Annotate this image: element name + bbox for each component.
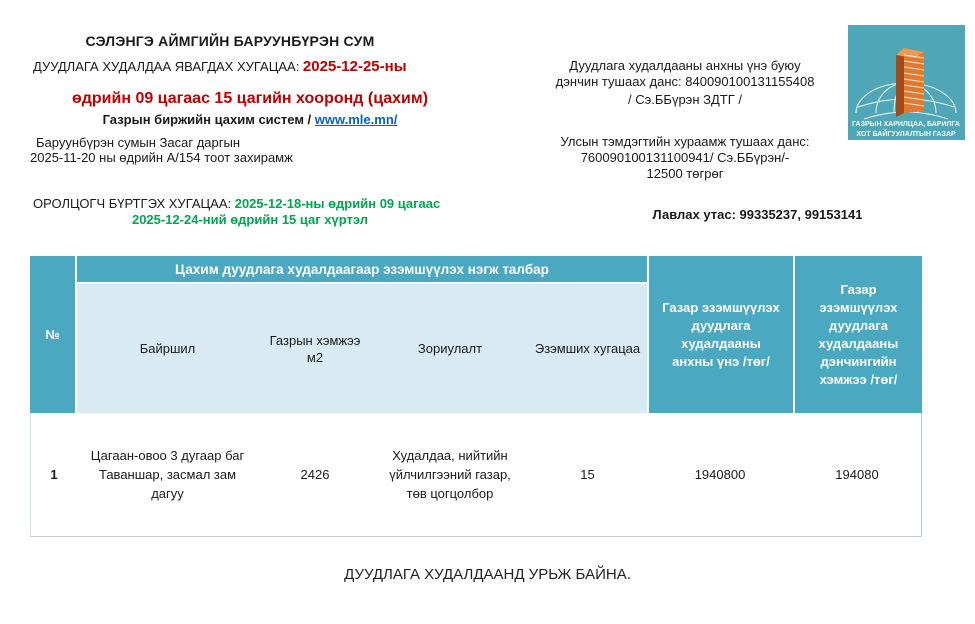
decree-line-2: 2025-11-20 ны өдрийн А/154 тоот захирамж [30,150,293,165]
registration-label: ОРОЛЦОГЧ БҮРТГЭХ ХУГАЦАА: [33,196,235,211]
column-header-area: Газрын хэмжээ м2 [258,284,372,413]
stamp-account-block [520,134,850,182]
column-header-start-price: Газар эзэмшүүлэх дуудлага худалдааны анхны үнэ /төг/ [647,256,793,413]
registration-period-start: 2025-12-18-ны өдрийн 09 цагаас [234,196,441,211]
auction-time-range: өдрийн 09 цагаас 15 цагийн хооронд (цахим) [71,90,429,107]
stamp-account-line-1: Улсын тэмдэгтийн хураамж тушаах данс: [560,134,810,149]
auction-table [30,256,922,537]
agency-logo [848,25,965,140]
deposit-account-line-1: Дуудлага худалдааны анхны үнэ буюу [569,58,801,73]
contact-phone: Лавлах утас: 99335237, 99153141 [652,207,863,222]
table-span-header: Цахим дуудлага худалдаагаар эзэмшүүлэх нэгж талбар [77,256,647,284]
auction-date: 2025-12-25-ны [302,58,407,75]
column-header-number: № [30,256,77,413]
exchange-system-label: Газрын биржийн цахим систем / [102,112,315,127]
auction-schedule-label: ДУУДЛАГА ХУДАЛДАА ЯВАГДАХ ХУГАЦАА: [33,59,303,74]
table-row-start-price: 1940800 [647,413,793,537]
table-row-purpose: Худалдаа, нийтийн үйлчилгээний газар, төв цогцолбор [372,413,528,537]
stamp-account-line-3: 12500 төгрөг [646,166,724,181]
column-header-duration: Эзэмших хугацаа [528,284,647,413]
agency-logo-image [848,25,965,140]
table-row-deposit: 194080 [793,413,922,537]
invitation-text: ДУУДЛАГА ХУДАЛДААНД УРЬЖ БАЙНА. [344,566,631,583]
logo-text-line-1: ГАЗРЫН ХАРИЛЦАА, БАРИЛГА [852,121,960,128]
auction-schedule-line [33,58,503,75]
logo-text-line-2: ХОТ БАЙГУУЛАЛТЫН ГАЗАР [856,131,956,138]
registration-period-end: 2025-12-24-ний өдрийн 15 цаг хүртэл [131,212,369,227]
deposit-account-line-3: / Сэ.ББүрэн ЗДТГ / [628,92,742,107]
org-title: СЭЛЭНГЭ АЙМГИЙН БАРУУНБҮРЭН СУМ [85,33,375,49]
column-header-deposit: Газар эзэмшүүлэх дуудлага худалдааны дэнчингийн хэмжээ /төг/ [793,256,922,413]
registration-line [33,196,503,211]
column-header-location: Байршил [77,284,258,413]
deposit-account-block [520,58,850,108]
table-row-area: 2426 [258,413,372,537]
exchange-system-line [30,112,470,127]
mle-link[interactable]: www.mle.mn/ [314,112,398,127]
table-row-location: Цагаан-овоо 3 дугаар баг Таваншар, засмал зам дагуу [77,413,258,537]
table-row-duration: 15 [528,413,647,537]
column-header-purpose: Зориулалт [372,284,528,413]
building-tower-icon [896,48,924,117]
decree-line-1: Баруунбүрэн сумын Засаг даргын [36,135,241,150]
registration-period-end-line [30,212,470,227]
deposit-account-line-2: дэнчин тушаах данс: 840090100131155408 [555,74,815,89]
table-row-number: 1 [30,413,77,537]
stamp-account-line-2: 760090100131100941/ Сэ.ББүрэн/- [580,150,790,165]
